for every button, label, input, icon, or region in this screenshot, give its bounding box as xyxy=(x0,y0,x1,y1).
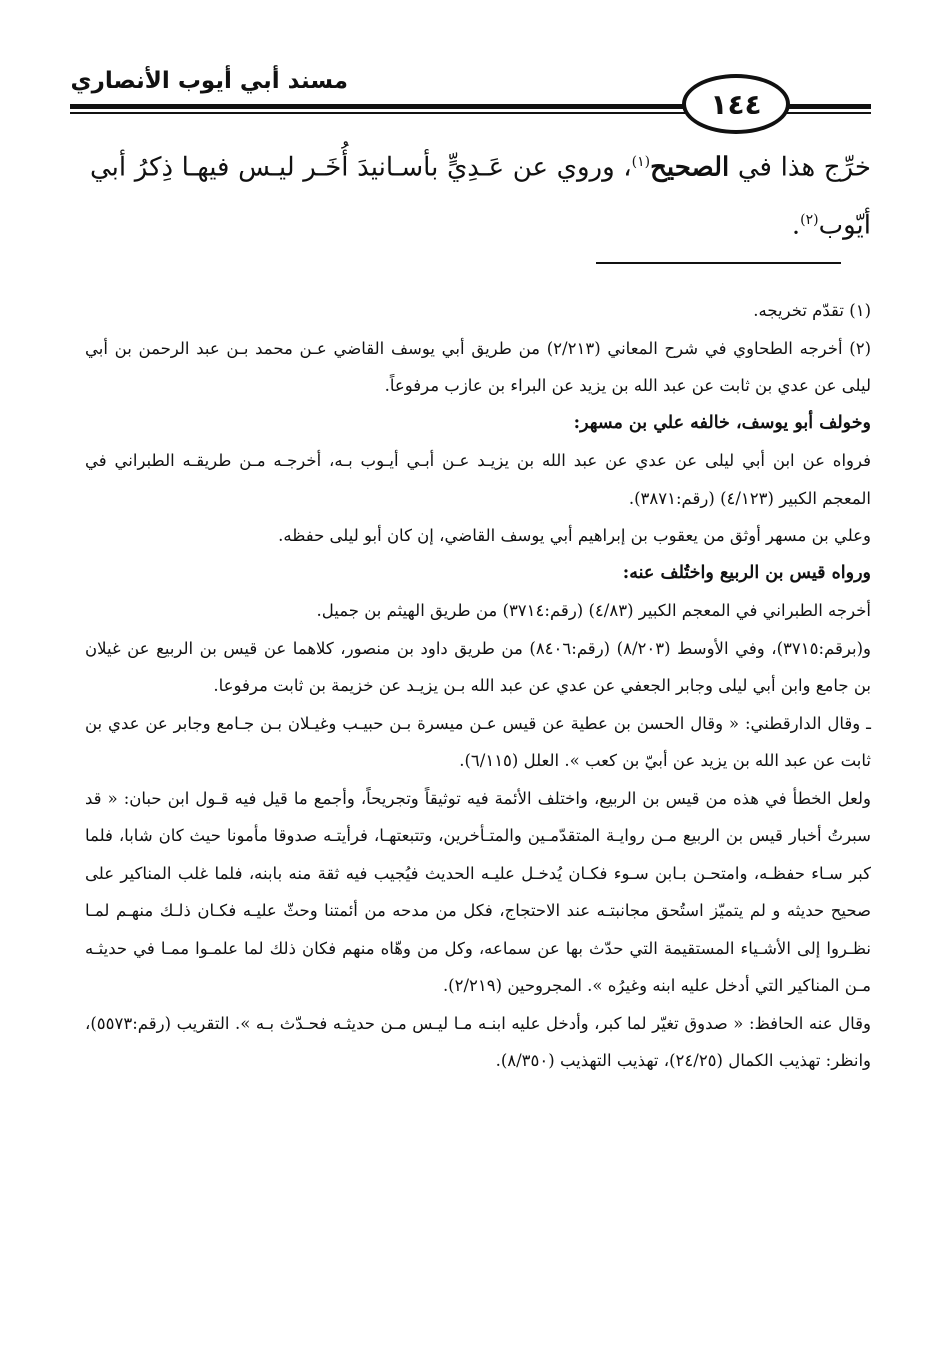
footnote-2-para-g: و(برقم:٣٧١٥)، وفي الأوسط (٨/٢٠٣) (رقم:٨٤٠٦) من طريق داود بن منصور، كلاهما عن قيس بن الربيع عن غيلان بن جامع وابن أبي ليلى وجابر الجعفي عن عدي عن عبد الله بـن يزيـد عن خزيمة بن ثابت مرفوعا. xyxy=(85,638,871,695)
main-text-emphasis: الصحيح xyxy=(650,152,730,183)
main-text-part3: . xyxy=(791,210,801,241)
main-text-part2: ، وروي عن عَـدِيٍّ بأسـانيدَ أُخَـر ليـس فيهـا ذِكرُ أبي أيّوب xyxy=(90,152,871,241)
footnote-ref-2: (٢) xyxy=(800,211,819,228)
main-text-part1: خرِّج هذا في xyxy=(729,152,871,183)
footnote-2-para-c: فرواه عن ابن أبي ليلى عن عدي عن عبد الله بن يزيـد عـن أبـي أيـوب بـه، أخرجـه مـن طريقـه الطبراني في المعجم الكبير (٤/١٢٣) (رقم:٣٨٧١). xyxy=(85,451,871,508)
footnote-2-para-d: وعلي بن مسهر أوثق من يعقوب بن إبراهيم أبي يوسف القاضي، إن كان أبو ليلى حفظه. xyxy=(278,526,871,545)
footnote-2-para-f: أخرجه الطبراني في المعجم الكبير (٤/٨٣) (رقم:٣٧١٤) من طريق الهيثم بن جميل. xyxy=(316,601,871,620)
footnote-2-heading-1: وخولف أبو يوسف، خالفه علي بن مسهر: xyxy=(573,412,871,433)
footnote-2-para-i: ولعل الخطأ في هذه من قيس بن الربيع، واختلف الأئمة فيه توثيقاً وتجريحاً، وأجمع ما قيل فيه قـول ابن حبان: « قد سبرتُ أخبار قيس بن الربيع مـن روايـة المتقدّمـين والمتـأخرين، وتتبعتهـا، فرأيتـه صدوقا مأمونا حيث كان شابا، فلما كبر سـاء حفظـه، وامتحـن بـابن سـوء فكـان يُدخـل عليـه الحديث فيُجيب فيه ثقة منه بابنه، فلما غلب المناكير على صحيح حديثه و لم يتميّز استُحق مجانبتـه عند الاحتجاج، فكل من مدحه من أئمتنا وحثّ عليـه فكـان ذلـك منهـم لمـا نظـروا إلى الأشـياء المستقيمة التي حدّث بها عن سماعه، وكل من وهّاه منهم فكان ذلك لما علمـوا ممـا في حديثـه مـن المناكير التي أدخل عليه ابنه وغيرُه ». المجروحين (٢/٢١٩). xyxy=(85,788,871,995)
footnote-2-para-h: ـ وقال الدارقطني: « وقال الحسن بن عطية عن قيس عـن ميسرة بـن حبيـب وغيـلان بـن جـامع وجابر عن عدي بن ثابت عن عبد الله بن يزيد عن أبيّ بن كعب ». العلل (٦/١١٥). xyxy=(85,713,871,770)
footnote-separator xyxy=(596,262,841,264)
footnote-2-para-j: وقال عنه الحافظ: « صدوق تغيّر لما كبر، وأدخل عليه ابنـه مـا ليـس مـن حديثـه فحـدّث بـه ». التقريب (رقم:٥٥٧٣)، وانظر: تهذيب الكمال (٢٤/٢٥)، تهذيب التهذيب (٨/٣٥٠). xyxy=(85,1013,871,1070)
footnote-2-intro: (٢) أخرجه الطحاوي في شرح المعاني (٢/٢١٣) من طريق أبي يوسف القاضي عـن محمد بـن عبد الرحمن بن أبي ليلى عن عدي بن ثابت عن عبد الله بن يزيد عن البراء بن عازب مرفوعاً. xyxy=(85,338,871,395)
main-text xyxy=(90,136,871,251)
running-header-title: مسند أبي أيوب الأنصاري xyxy=(70,68,348,94)
footnotes xyxy=(85,292,871,1080)
footnote-1: (١) تقدّم تخريجه. xyxy=(753,301,871,320)
footnote-2-heading-2: ورواه قيس بن الربيع واختُلف عنه: xyxy=(622,562,871,583)
page-number: ١٤٤ xyxy=(682,74,790,134)
footnote-ref-1: (١) xyxy=(631,154,651,170)
